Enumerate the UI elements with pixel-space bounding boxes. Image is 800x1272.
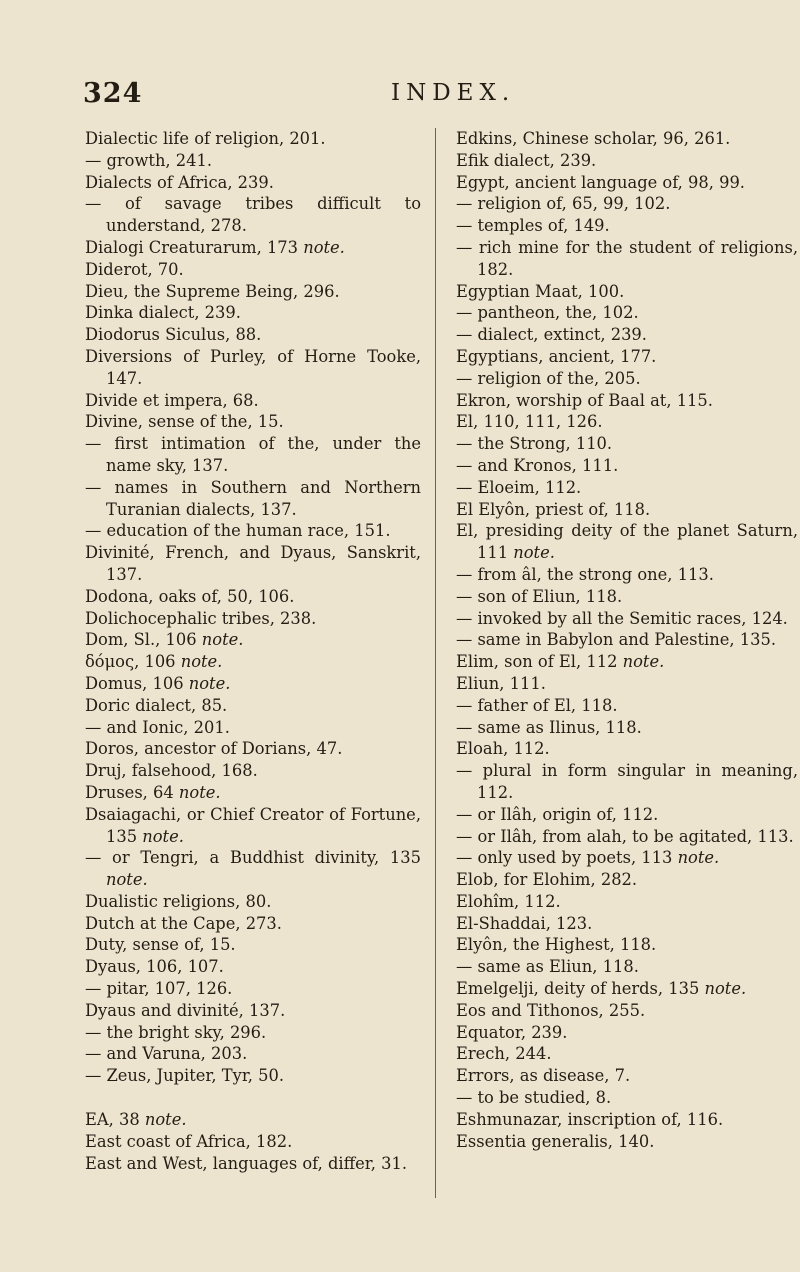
entry-note: note. xyxy=(704,979,747,999)
index-entry xyxy=(456,608,798,630)
entry-text: — temples of, 149. xyxy=(456,216,610,236)
page-header xyxy=(0,78,800,118)
index-entry xyxy=(85,1153,421,1175)
entry-text: Ekron, worship of Baal at, 115. xyxy=(456,390,713,410)
index-entry xyxy=(456,324,798,346)
index-entry xyxy=(456,1065,798,1087)
index-entry xyxy=(85,934,421,956)
index-entry xyxy=(456,281,798,303)
index-entry xyxy=(456,847,798,869)
index-entry xyxy=(456,826,798,848)
entry-text: Egyptian Maat, 100. xyxy=(456,281,625,301)
index-entry xyxy=(456,390,798,412)
index-entry xyxy=(85,913,421,935)
entry-note: note. xyxy=(622,652,665,672)
entry-text: Dialectic life of religion, 201. xyxy=(85,129,326,148)
index-entry xyxy=(456,346,798,368)
index-entry xyxy=(85,193,421,237)
entry-text: — plural in form singular in meaning, 112. xyxy=(456,761,798,802)
entry-text: — Eloeim, 112. xyxy=(456,477,582,497)
entry-text: — to be studied, 8. xyxy=(456,1088,612,1108)
index-entry xyxy=(456,1131,798,1153)
index-entry xyxy=(456,1109,798,1131)
index-column-right xyxy=(456,128,798,1152)
entry-text: Eos and Tithonos, 255. xyxy=(456,1000,646,1020)
index-entry xyxy=(85,804,421,848)
entry-text: East and West, languages of, differ, 31. xyxy=(85,1153,408,1173)
entry-text: — Zeus, Jupiter, Tyr, 50. xyxy=(85,1066,285,1086)
index-entry xyxy=(456,1043,798,1065)
index-entry xyxy=(456,760,798,804)
index-entry xyxy=(456,891,798,913)
index-entry xyxy=(85,738,421,760)
index-entry xyxy=(456,738,798,760)
entry-text: Efik dialect, 239. xyxy=(456,150,597,170)
entry-text: — and Kronos, 111. xyxy=(456,455,619,475)
entry-text: Diodorus Siculus, 88. xyxy=(85,325,262,345)
entry-text: Dsaiagachi, or Chief Creator of Fortune, 135 xyxy=(85,804,421,846)
entry-text: Dialects of Africa, 239. xyxy=(85,172,274,192)
entry-text: Dualistic religions, 80. xyxy=(85,891,272,911)
entry-text: Dolichocephalic tribes, 238. xyxy=(85,608,317,628)
entry-text: — same as Ilinus, 118. xyxy=(456,717,642,737)
index-entry xyxy=(85,608,421,630)
entry-text: — and Ionic, 201. xyxy=(85,717,230,737)
index-entry xyxy=(456,1000,798,1022)
index-entry xyxy=(456,150,798,172)
entry-text: — education of the human race, 151. xyxy=(85,521,391,541)
entry-text: — and Varuna, 203. xyxy=(85,1044,248,1064)
entry-text: Edkins, Chinese scholar, 96, 261. xyxy=(456,129,731,148)
entry-text: — or Tengri, a Buddhist divinity, 135 xyxy=(85,848,421,868)
index-entry xyxy=(85,782,421,804)
entry-text: Dyaus, 106, 107. xyxy=(85,957,224,977)
entry-text: El, presiding deity of the planet Saturn, 111 xyxy=(456,521,798,563)
index-entry xyxy=(85,150,421,172)
index-entry xyxy=(85,978,421,1000)
entry-note: note. xyxy=(106,870,148,890)
index-entry xyxy=(456,1087,798,1109)
index-entry xyxy=(85,1043,421,1065)
entry-note: note. xyxy=(303,237,345,257)
entry-note: note. xyxy=(144,1110,187,1130)
entry-text: Errors, as disease, 7. xyxy=(456,1066,631,1086)
entry-text: Dodona, oaks of, 50, 106. xyxy=(85,586,295,606)
entry-text: δόμος, 106 xyxy=(85,652,181,672)
index-entry xyxy=(85,542,421,586)
entry-text: Doric dialect, 85. xyxy=(85,695,228,715)
entry-note: note. xyxy=(201,630,244,650)
index-column-left xyxy=(85,128,421,1174)
index-entry xyxy=(85,651,421,673)
entry-text: Essentia generalis, 140. xyxy=(456,1131,655,1151)
entry-text: Diderot, 70. xyxy=(85,259,184,279)
entry-text: — pantheon, the, 102. xyxy=(456,303,639,323)
entry-text: El Elyôn, priest of, 118. xyxy=(456,499,651,519)
entry-text: El-Shaddai, 123. xyxy=(456,913,593,933)
entry-text: Erech, 244. xyxy=(456,1044,552,1064)
index-entry xyxy=(456,477,798,499)
index-entry xyxy=(456,128,798,150)
index-entry xyxy=(456,869,798,891)
entry-text: Eloah, 112. xyxy=(456,739,550,759)
index-entry xyxy=(85,629,421,651)
entry-text: Dieu, the Supreme Being, 296. xyxy=(85,281,340,301)
entry-text: East coast of Africa, 182. xyxy=(85,1131,293,1151)
index-entry xyxy=(456,237,798,281)
index-entry xyxy=(85,172,421,194)
entry-text: — names in Southern and Northern Turanian dialects, 137. xyxy=(85,477,421,519)
entry-text: — only used by poets, 113 xyxy=(456,848,678,868)
entry-note: note. xyxy=(142,826,184,846)
entry-text: — religion of, 65, 99, 102. xyxy=(456,194,671,214)
entry-text: Doros, ancestor of Dorians, 47. xyxy=(85,739,343,759)
index-entry xyxy=(456,455,798,477)
index-entry xyxy=(85,1000,421,1022)
entry-text: — same in Babylon and Palestine, 135. xyxy=(456,630,776,650)
index-entry xyxy=(85,281,421,303)
entry-text: Divine, sense of the, 15. xyxy=(85,412,284,432)
entry-text: Elob, for Elohim, 282. xyxy=(456,870,638,890)
index-entry xyxy=(85,411,421,433)
entry-text: — the Strong, 110. xyxy=(456,434,613,454)
index-entry xyxy=(456,172,798,194)
entry-text: Elohîm, 112. xyxy=(456,891,561,911)
entry-text: — or Ilâh, origin of, 112. xyxy=(456,804,659,824)
entry-text: Dom, Sl., 106 xyxy=(85,630,202,650)
entry-note: note. xyxy=(180,652,223,672)
entry-text: Divinité, French, and Dyaus, Sanskrit, 137. xyxy=(85,543,421,584)
entry-text: — dialect, extinct, 239. xyxy=(456,325,647,345)
entry-text: Elyôn, the Highest, 118. xyxy=(456,935,657,955)
entry-text: Divide et impera, 68. xyxy=(85,390,259,410)
entry-text: — son of Eliun, 118. xyxy=(456,586,623,606)
index-entry xyxy=(85,956,421,978)
index-entry xyxy=(85,586,421,608)
index-entry xyxy=(85,259,421,281)
entry-text: Duty, sense of, 15. xyxy=(85,935,236,955)
entry-text: Eshmunazar, inscription of, 116. xyxy=(456,1109,724,1129)
entry-text: — the bright sky, 296. xyxy=(85,1022,267,1042)
entry-text: Druj, falsehood, 168. xyxy=(85,761,258,781)
index-entry xyxy=(456,564,798,586)
entry-text: — from âl, the strong one, 113. xyxy=(456,564,714,584)
index-entry xyxy=(456,368,798,390)
index-entry xyxy=(456,629,798,651)
entry-text: — religion of the, 205. xyxy=(456,368,641,388)
entry-note: note. xyxy=(677,848,720,868)
index-entry xyxy=(456,520,798,564)
index-entry xyxy=(85,302,421,324)
entry-note: note. xyxy=(178,782,221,802)
index-entry xyxy=(85,847,421,891)
entry-text: Dialogi Creaturarum, 173 xyxy=(85,237,304,257)
index-entry xyxy=(85,891,421,913)
entry-text: — pitar, 107, 126. xyxy=(85,979,233,999)
index-entry xyxy=(456,956,798,978)
index-entry xyxy=(456,302,798,324)
entry-text: Dinka dialect, 239. xyxy=(85,303,241,323)
index-entry xyxy=(85,1065,421,1087)
column-divider xyxy=(435,128,436,1198)
entry-text: Eliun, 111. xyxy=(456,673,546,693)
index-entry xyxy=(456,934,798,956)
entry-text: — invoked by all the Semitic races, 124. xyxy=(456,608,788,628)
index-entry xyxy=(85,346,421,390)
entry-text: — rich mine for the student of religions, 182. xyxy=(456,237,798,279)
index-entry xyxy=(456,717,798,739)
entry-text: Dyaus and divinité, 137. xyxy=(85,1000,286,1020)
entry-text: Egyptians, ancient, 177. xyxy=(456,346,657,366)
index-entry xyxy=(456,651,798,673)
entry-text: Egypt, ancient language of, 98, 99. xyxy=(456,172,745,192)
index-entry xyxy=(85,237,421,259)
index-entry xyxy=(456,586,798,608)
index-entry xyxy=(85,717,421,739)
index-entry xyxy=(85,477,421,521)
index-entry xyxy=(456,673,798,695)
entry-note: note. xyxy=(188,673,231,693)
entry-text: Emelgelji, deity of herds, 135 xyxy=(456,979,705,999)
index-entry xyxy=(456,499,798,521)
index-entry xyxy=(85,128,421,150)
index-entry xyxy=(85,1022,421,1044)
entry-text: EA, 38 xyxy=(85,1110,145,1130)
index-entry xyxy=(85,1131,421,1153)
entry-text: — or Ilâh, from alah, to be agitated, 113. xyxy=(456,826,794,846)
entry-text: — growth, 241. xyxy=(85,150,213,170)
index-entry xyxy=(85,520,421,542)
entry-text: — father of El, 118. xyxy=(456,695,618,715)
index-entry xyxy=(85,673,421,695)
index-entry xyxy=(456,411,798,433)
index-entry xyxy=(456,804,798,826)
entry-note: note. xyxy=(513,543,555,563)
entry-text: — same as Eliun, 118. xyxy=(456,957,639,977)
entry-text: Elim, son of El, 112 xyxy=(456,652,623,672)
index-entry xyxy=(456,695,798,717)
index-entry xyxy=(456,913,798,935)
entry-text: — first intimation of the, under the name sky, 137. xyxy=(85,434,421,475)
index-entry xyxy=(85,324,421,346)
page-number: 324 xyxy=(83,78,143,109)
index-entry xyxy=(456,978,798,1000)
running-head: INDEX. xyxy=(391,80,516,106)
index-entry xyxy=(85,1109,421,1131)
index-entry xyxy=(456,1022,798,1044)
entry-text: Dutch at the Cape, 273. xyxy=(85,913,282,933)
entry-text: Domus, 106 xyxy=(85,673,189,693)
entry-text: El, 110, 111, 126. xyxy=(456,412,603,432)
index-entry xyxy=(456,433,798,455)
entry-text: — of savage tribes difficult to understand, 278. xyxy=(85,194,421,236)
index-entry xyxy=(456,215,798,237)
index-entry xyxy=(85,433,421,477)
entry-text: Equator, 239. xyxy=(456,1022,568,1042)
index-entry xyxy=(85,390,421,412)
entry-text: Druses, 64 xyxy=(85,782,179,802)
index-entry xyxy=(85,760,421,782)
entry-text: Diversions of Purley, of Horne Tooke, 147. xyxy=(85,346,421,388)
index-entry xyxy=(456,193,798,215)
index-entry xyxy=(85,695,421,717)
